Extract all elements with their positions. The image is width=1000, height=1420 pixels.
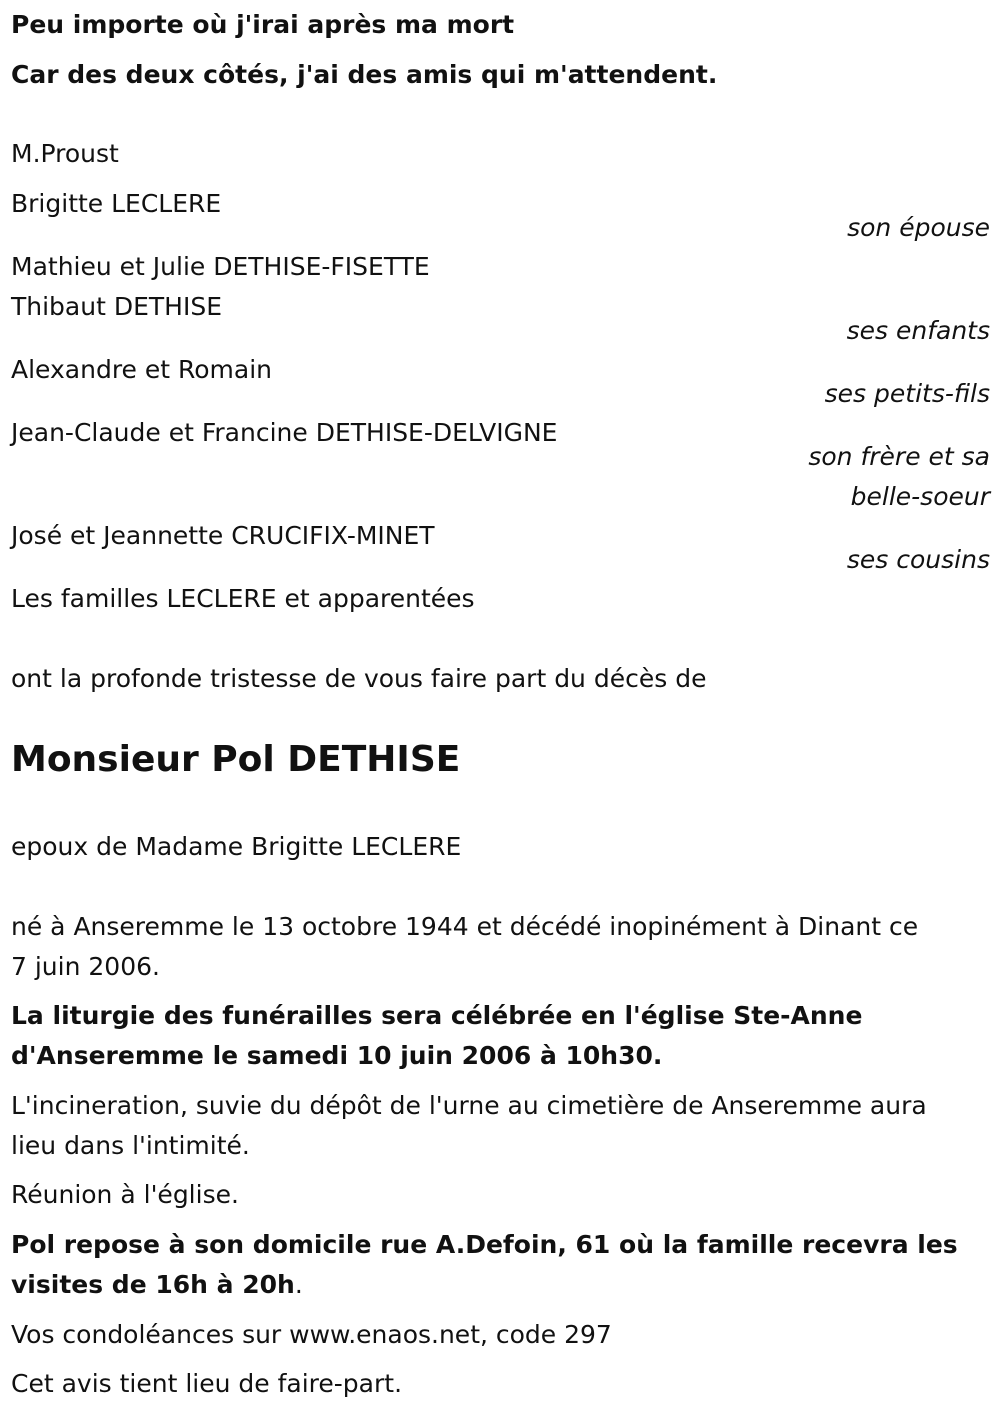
deceased-name: Monsieur Pol DETHISE [11,739,461,780]
quote-line-1: Peu importe où j'irai après ma mort [11,10,515,39]
quote-line-2: Car des deux côtés, j'ai des amis qui m'attendent. [11,60,718,89]
spouse-line: epoux de Madame Brigitte LECLERE [11,832,462,861]
closing-line: Cet avis tient lieu de faire-part. [11,1369,403,1398]
funeral-line-1: La liturgie des funérailles sera célébrée en l'église Ste-Anne [11,1001,863,1030]
relation-cousins: ses cousins [846,545,990,574]
family-name-child-1: Mathieu et Julie DETHISE-FISETTE [11,252,430,281]
birth-death-line-1: né à Anseremme le 13 octobre 1944 et décédé inopinément à Dinant ce [11,912,919,941]
relation-spouse: son épouse [847,213,990,242]
quote-author: M.Proust [11,139,119,168]
family-name-sibling: Jean-Claude et Francine DETHISE-DELVIGNE [11,418,558,447]
visitation-hours: visites de 16h à 20h [11,1270,295,1299]
visitation-period: . [294,1270,303,1299]
relation-sibling-line-2: belle-soeur [850,482,990,511]
relation-children: ses enfants [846,316,990,345]
funeral-line-2: d'Anseremme le samedi 10 juin 2006 à 10h30. [11,1041,663,1070]
family-name-relatives: Les familles LECLERE et apparentées [11,584,475,613]
visitation-line-2 [11,1270,303,1300]
relation-sibling-line-1: son frère et sa [808,442,990,471]
family-name-cousins: José et Jeannette CRUCIFIX-MINET [11,521,435,550]
meeting-note: Réunion à l'église. [11,1180,239,1209]
birth-death-line-2: 7 juin 2006. [11,952,160,981]
relation-grandchildren: ses petits-fils [824,379,990,408]
family-name-spouse: Brigitte LECLERE [11,189,222,218]
visitation-line-1: Pol repose à son domicile rue A.Defoin, 61 où la famille recevra les [11,1230,958,1259]
cremation-line-1: L'incineration, suvie du dépôt de l'urne au cimetière de Anseremme aura [11,1091,927,1120]
condolences-line: Vos condoléances sur www.enaos.net, code 297 [11,1320,612,1349]
cremation-line-2: lieu dans l'intimité. [11,1131,250,1160]
family-name-child-2: Thibaut DETHISE [11,292,222,321]
announcement: ont la profonde tristesse de vous faire part du décès de [11,664,707,693]
family-name-grandchildren: Alexandre et Romain [11,355,273,384]
